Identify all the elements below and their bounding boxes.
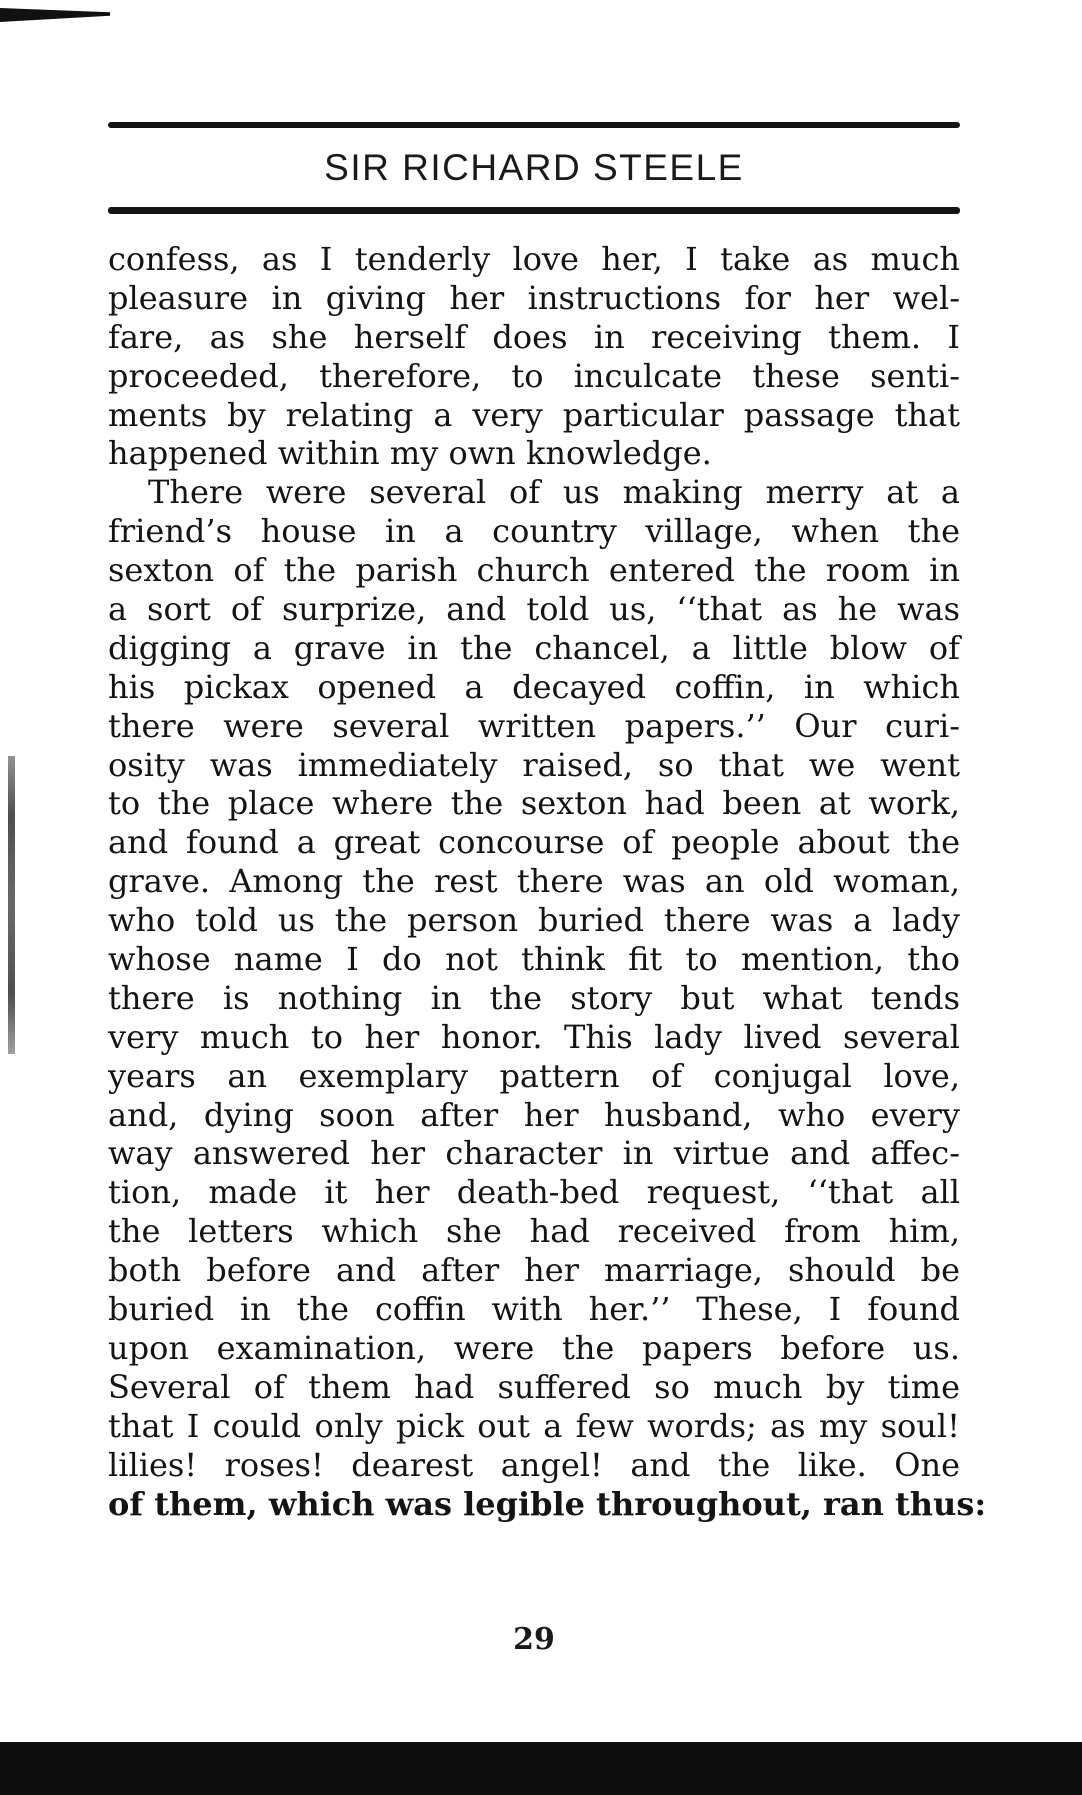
text-line: and, dying soon after her husband, who every — [108, 1095, 960, 1134]
text-line: whose name I do not think fit to mention, tho — [108, 940, 960, 979]
scan-edge-bar — [0, 1742, 1082, 1795]
scan-margin-streak — [8, 756, 15, 1054]
text-line: sexton of the parish church entered the room in — [108, 551, 960, 590]
scan-edge-mark — [0, 8, 110, 22]
text-line: There were several of us making merry at a — [148, 473, 960, 512]
text-line: upon examination, were the papers before us. — [108, 1328, 960, 1367]
text-line: digging a grave in the chancel, a little blow of — [108, 628, 960, 667]
text-line: his pickax opened a decayed coffin, in which — [108, 667, 960, 706]
text-line: confess, as I tenderly love her, I take as much — [108, 240, 960, 278]
text-line: lilies! roses! dearest angel! and the like. One — [108, 1445, 960, 1484]
text-line: a sort of surprize, and told us, ‘‘that as he was — [108, 590, 960, 629]
text-line: years an exemplary pattern of conjugal love, — [108, 1056, 960, 1095]
text-line: very much to her honor. This lady lived several — [108, 1017, 960, 1056]
text-line: who told us the person buried there was a lady — [108, 901, 960, 940]
text-line: way answered her character in virtue and affec- — [108, 1134, 960, 1173]
header-rule-top — [108, 122, 960, 128]
text-line: to the place where the sexton had been at work, — [108, 784, 960, 823]
text-line: friend’s house in a country village, when the — [108, 512, 960, 551]
text-line: the letters which she had received from him, — [108, 1212, 960, 1251]
text-line: and found a great concourse of people about the — [108, 823, 960, 862]
body-text — [108, 240, 987, 1523]
text-line: grave. Among the rest there was an old woman, — [108, 862, 960, 901]
page-number: 29 — [513, 1622, 555, 1657]
text-line: proceeded, therefore, to inculcate these senti- — [108, 356, 960, 395]
text-line: Several of them had suffered so much by time — [108, 1367, 960, 1406]
text-line: ments by relating a very particular passage that — [108, 395, 960, 434]
text-line: buried in the coffin with her.’’ These, I found — [108, 1290, 960, 1329]
text-line: both before and after her marriage, should be — [108, 1251, 960, 1290]
text-line: there were several written papers.’’ Our curi- — [108, 706, 960, 745]
header-rule-bottom — [108, 207, 960, 214]
text-line: happened within my own knowledge. — [108, 434, 712, 473]
text-line: tion, made it her death-bed request, ‘‘that all — [108, 1173, 960, 1212]
text-line: osity was immediately raised, so that we went — [108, 745, 960, 784]
text-line: pleasure in giving her instructions for her wel- — [108, 278, 960, 317]
text-line: that I could only pick out a few words; as my soul! — [108, 1406, 960, 1445]
text-line: fare, as she herself does in receiving them. I — [108, 317, 960, 356]
running-head: SIR RICHARD STEELE — [324, 147, 744, 188]
text-line: there is nothing in the story but what tends — [108, 978, 960, 1017]
text-line: of them, which was legible throughout, ran thus: — [108, 1484, 987, 1523]
